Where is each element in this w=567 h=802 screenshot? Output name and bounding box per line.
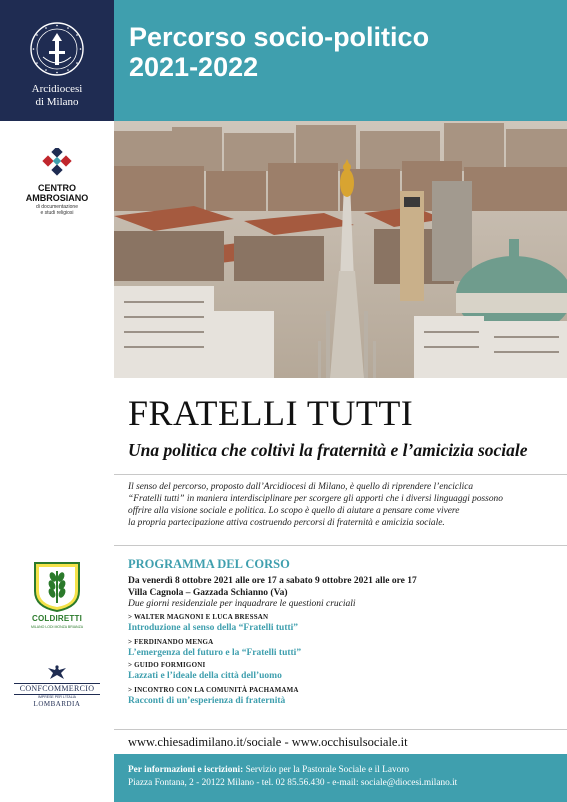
session-topic: Racconti di un’esperienza di fraternità bbox=[128, 695, 286, 706]
intro-line: “Fratelli tutti” in maniera interdisciplinare per scorgere gli apporti che i diversi linguaggi possono bbox=[128, 494, 503, 504]
programme-dates: Da venerdì 8 ottobre 2021 alle ore 17 a sabato 9 ottobre 2021 alle ore 17 bbox=[128, 576, 417, 586]
websites-bar bbox=[114, 729, 567, 754]
intro-line: offrire alla visione sociale e politica. Lo scopo è quello di aiutare a pensare come vivere bbox=[128, 506, 460, 516]
programme-title: PROGRAMMA DEL CORSO bbox=[128, 557, 290, 571]
archdiocese-seal-icon bbox=[29, 21, 85, 77]
info-label: Per informazioni e iscrizioni: bbox=[128, 765, 244, 775]
session-speakers: > INCONTRO CON LA COMUNITÀ PACHAMAMA bbox=[128, 685, 299, 694]
intro-line: la propria partecipazione attiva costruendo percorsi di fraternità e amicizia sociale. bbox=[128, 518, 445, 528]
programme-description: Due giorni residenziale per inquadrare le questioni cruciali bbox=[128, 599, 356, 610]
coldiretti-shield-icon bbox=[33, 561, 81, 613]
confcommercio-subtitle: IMPRESE PER L'ITALIA bbox=[38, 695, 76, 699]
info-text: Servizio per la Pastorale Sociale e il Lavoro bbox=[245, 765, 409, 775]
course-title-line1: Percorso socio-politico bbox=[129, 22, 430, 52]
course-year: 2021-2022 bbox=[129, 52, 259, 82]
archdiocese-block bbox=[0, 0, 114, 121]
session-speakers: > FERDINANDO MENGA bbox=[128, 637, 214, 646]
centro-sub2: e studi religiosi bbox=[40, 210, 74, 216]
programme-venue: Villa Cagnola – Gazzada Schianno (Va) bbox=[128, 587, 288, 598]
session-topic: Introduzione al senso della “Fratelli tutti” bbox=[128, 622, 299, 633]
session-topic: L’emergenza del futuro e la “Fratelli tutti” bbox=[128, 647, 302, 658]
info-bar bbox=[114, 754, 567, 802]
intro-line: Il senso del percorso, proposto dall’Arcidiocesi di Milano, è quello di riprendere l’enciclica bbox=[128, 482, 474, 492]
header-banner bbox=[114, 0, 567, 121]
coldiretti-subtitle: MILANO LODI MONZA BRIANZA bbox=[30, 625, 84, 629]
course-title bbox=[129, 22, 429, 82]
centro-line2: AMBROSIANO bbox=[25, 193, 89, 203]
session-speakers: > GUIDO FORMIGONI bbox=[128, 660, 206, 669]
website-links[interactable]: www.chiesadimilano.it/sociale - www.occhisulsociale.it bbox=[128, 735, 408, 749]
contact-info bbox=[128, 764, 558, 789]
confcommercio-logo bbox=[14, 664, 100, 710]
left-sidebar bbox=[0, 0, 114, 802]
confcommercio-region: LOMBARDIA bbox=[33, 700, 81, 708]
centro-ambrosiano-mark-icon bbox=[41, 148, 73, 176]
programme-list bbox=[128, 576, 548, 707]
centro-ambrosiano-subtitle bbox=[14, 204, 100, 216]
divider-middle bbox=[114, 545, 567, 546]
archdiocese-name bbox=[0, 83, 114, 109]
milan-cityscape-photo bbox=[114, 121, 567, 378]
cityscape-illustration bbox=[114, 121, 567, 378]
confcommercio-eagle-icon bbox=[46, 664, 68, 682]
centro-sub1: di documentazione bbox=[36, 204, 78, 210]
session-topic: Lazzati e l’ideale della città dell’uomo bbox=[128, 670, 282, 681]
contact-address[interactable]: Piazza Fontana, 2 - 20122 Milano - tel. 02 85.56.430 - e-mail: sociale@diocesi.milano.it bbox=[128, 777, 458, 788]
centro-ambrosiano-logo bbox=[14, 148, 100, 218]
centro-ambrosiano-title bbox=[14, 183, 100, 203]
main-heading: FRATELLI TUTTI bbox=[128, 393, 414, 433]
main-subtitle: Una politica che coltivi la fraternità e l’amicizia sociale bbox=[128, 440, 528, 460]
divider-top bbox=[114, 474, 567, 475]
coldiretti-name: COLDIRETTI bbox=[32, 614, 82, 623]
session-speakers: > WALTER MAGNONI E LUCA BRESSAN bbox=[128, 612, 269, 621]
coldiretti-logo bbox=[23, 561, 91, 631]
confcommercio-name: CONFCOMMERCIO bbox=[14, 683, 100, 695]
centro-line1: CENTRO bbox=[38, 183, 76, 193]
intro-paragraph bbox=[128, 481, 548, 529]
archdiocese-line1: Arcidiocesi bbox=[31, 83, 83, 95]
archdiocese-line2: di Milano bbox=[35, 96, 79, 108]
